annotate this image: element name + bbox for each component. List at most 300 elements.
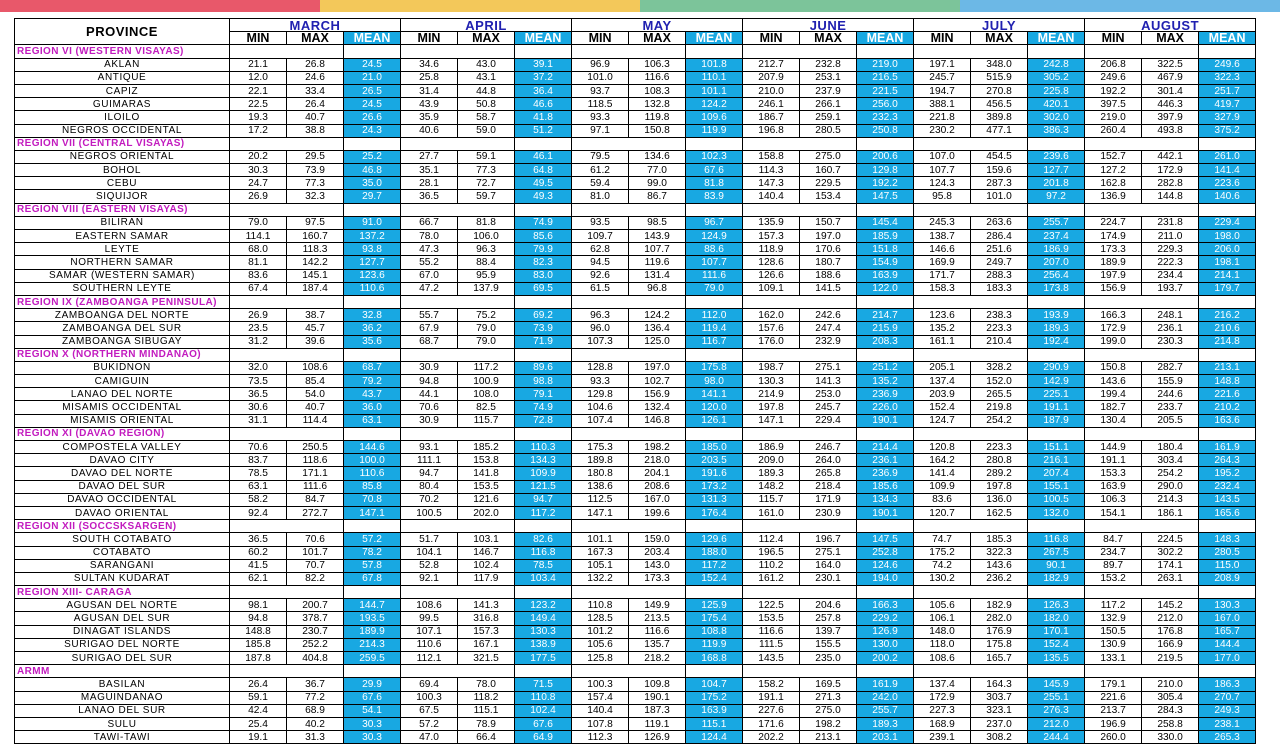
mean-value-cell: 67.6	[515, 717, 572, 730]
mean-value-cell: 208.3	[857, 335, 914, 348]
min-value-cell: 30.9	[401, 414, 458, 427]
min-value-cell: 81.1	[230, 256, 287, 269]
mean-value-cell: 267.5	[1028, 546, 1085, 559]
min-value-cell: 93.3	[572, 375, 629, 388]
mean-value-cell: 236.9	[857, 388, 914, 401]
august-mean-header: MEAN	[1199, 32, 1256, 45]
region-blank-cell	[230, 137, 287, 150]
province-name: EASTERN SAMAR	[15, 230, 230, 243]
max-value-cell: 108.0	[458, 388, 515, 401]
max-value-cell: 77.2	[287, 691, 344, 704]
region-blank-cell	[743, 137, 800, 150]
min-value-cell: 20.2	[230, 150, 287, 163]
mean-value-cell: 190.1	[857, 414, 914, 427]
mean-value-cell: 198.1	[1199, 256, 1256, 269]
mean-value-cell: 135.5	[1028, 652, 1085, 665]
region-header-row	[15, 348, 1256, 361]
min-value-cell: 141.4	[914, 467, 971, 480]
region-blank-cell	[287, 586, 344, 599]
min-value-cell: 196.9	[1085, 717, 1142, 730]
min-value-cell: 174.9	[1085, 230, 1142, 243]
region-blank-cell	[629, 520, 686, 533]
region-blank-cell	[800, 295, 857, 308]
min-value-cell: 36.5	[230, 533, 287, 546]
mean-value-cell: 69.5	[515, 282, 572, 295]
min-value-cell: 105.6	[572, 638, 629, 651]
max-value-cell: 246.7	[800, 441, 857, 454]
min-value-cell: 109.9	[914, 480, 971, 493]
region-blank-cell	[1142, 348, 1199, 361]
region-blank-cell	[743, 45, 800, 58]
mean-value-cell: 242.0	[857, 691, 914, 704]
mean-value-cell: 98.8	[515, 375, 572, 388]
min-value-cell: 164.2	[914, 454, 971, 467]
month-header-june: JUNE	[743, 19, 914, 32]
mean-value-cell: 216.5	[857, 71, 914, 84]
region-header-row	[15, 137, 1256, 150]
max-value-cell: 59.1	[458, 150, 515, 163]
mean-value-cell: 170.1	[1028, 625, 1085, 638]
mean-value-cell: 236.9	[857, 467, 914, 480]
mean-value-cell: 173.2	[686, 480, 743, 493]
max-value-cell: 24.6	[287, 71, 344, 84]
min-value-cell: 107.4	[572, 414, 629, 427]
min-value-cell: 179.1	[1085, 678, 1142, 691]
province-name: CAPIZ	[15, 84, 230, 97]
region-blank-cell	[1199, 137, 1256, 150]
min-value-cell: 70.2	[401, 493, 458, 506]
min-value-cell: 128.6	[743, 256, 800, 269]
province-name: BUKIDNON	[15, 361, 230, 374]
region-header-row	[15, 665, 1256, 678]
min-value-cell: 74.7	[914, 533, 971, 546]
mean-value-cell: 207.0	[1028, 256, 1085, 269]
max-value-cell: 125.0	[629, 335, 686, 348]
region-blank-cell	[686, 348, 743, 361]
mean-value-cell: 122.0	[857, 282, 914, 295]
min-value-cell: 101.2	[572, 625, 629, 638]
province-name: SURIGAO DEL NORTE	[15, 638, 230, 651]
min-value-cell: 161.0	[743, 506, 800, 519]
province-name: CAMIGUIN	[15, 375, 230, 388]
max-value-cell: 75.2	[458, 309, 515, 322]
table-row	[15, 190, 1256, 203]
max-value-cell: 144.8	[1142, 190, 1199, 203]
mean-value-cell: 85.6	[515, 230, 572, 243]
max-value-cell: 77.3	[287, 177, 344, 190]
table-row	[15, 98, 1256, 111]
max-value-cell: 231.8	[1142, 216, 1199, 229]
min-value-cell: 30.9	[401, 361, 458, 374]
table-row	[15, 71, 1256, 84]
max-value-cell: 323.1	[971, 704, 1028, 717]
max-value-cell: 224.5	[1142, 533, 1199, 546]
min-value-cell: 62.8	[572, 243, 629, 256]
mean-value-cell: 46.6	[515, 98, 572, 111]
max-value-cell: 238.3	[971, 309, 1028, 322]
region-blank-cell	[287, 520, 344, 533]
max-value-cell: 115.1	[458, 704, 515, 717]
min-value-cell: 162.0	[743, 309, 800, 322]
table-row	[15, 150, 1256, 163]
min-value-cell: 135.9	[743, 216, 800, 229]
region-header-row	[15, 427, 1256, 440]
max-value-cell: 54.0	[287, 388, 344, 401]
max-value-cell: 185.2	[458, 441, 515, 454]
region-header-row	[15, 45, 1256, 58]
province-name: DAVAO OCCIDENTAL	[15, 493, 230, 506]
min-value-cell: 93.5	[572, 216, 629, 229]
region-blank-cell	[1199, 295, 1256, 308]
mean-value-cell: 124.4	[686, 731, 743, 744]
min-value-cell: 36.5	[230, 388, 287, 401]
mean-value-cell: 147.5	[857, 533, 914, 546]
may-min-header: MIN	[572, 32, 629, 45]
max-value-cell: 213.1	[800, 731, 857, 744]
max-value-cell: 141.8	[458, 467, 515, 480]
min-value-cell: 132.2	[572, 572, 629, 585]
max-value-cell: 321.5	[458, 652, 515, 665]
min-value-cell: 260.4	[1085, 124, 1142, 137]
region-blank-cell	[686, 137, 743, 150]
max-value-cell: 287.3	[971, 177, 1028, 190]
top-stripe-blue	[960, 0, 1280, 12]
mean-value-cell: 265.3	[1199, 731, 1256, 744]
mean-value-cell: 119.9	[686, 124, 743, 137]
max-value-cell: 316.8	[458, 612, 515, 625]
max-value-cell: 197.0	[629, 361, 686, 374]
region-blank-cell	[401, 427, 458, 440]
mean-value-cell: 264.3	[1199, 454, 1256, 467]
mean-value-cell: 98.0	[686, 375, 743, 388]
mean-value-cell: 176.4	[686, 506, 743, 519]
min-value-cell: 83.6	[914, 493, 971, 506]
mean-value-cell: 145.9	[1028, 678, 1085, 691]
region-blank-cell	[230, 586, 287, 599]
mean-value-cell: 386.3	[1028, 124, 1085, 137]
region-blank-cell	[287, 45, 344, 58]
province-name: LANAO DEL NORTE	[15, 388, 230, 401]
region-blank-cell	[230, 295, 287, 308]
mean-value-cell: 109.9	[515, 467, 572, 480]
min-value-cell: 31.2	[230, 335, 287, 348]
min-value-cell: 132.9	[1085, 612, 1142, 625]
max-value-cell: 165.7	[971, 652, 1028, 665]
march-min-header: MIN	[230, 32, 287, 45]
province-name: LEYTE	[15, 243, 230, 256]
min-value-cell: 94.5	[572, 256, 629, 269]
max-value-cell: 249.7	[971, 256, 1028, 269]
min-value-cell: 66.7	[401, 216, 458, 229]
july-min-header: MIN	[914, 32, 971, 45]
min-value-cell: 148.8	[230, 625, 287, 638]
mean-value-cell: 255.1	[1028, 691, 1085, 704]
min-value-cell: 47.2	[401, 282, 458, 295]
max-value-cell: 162.5	[971, 506, 1028, 519]
table-row	[15, 559, 1256, 572]
region-blank-cell	[458, 520, 515, 533]
max-value-cell: 146.8	[629, 414, 686, 427]
max-value-cell: 153.8	[458, 454, 515, 467]
mean-value-cell: 124.9	[686, 230, 743, 243]
mean-value-cell: 165.6	[1199, 506, 1256, 519]
min-value-cell: 59.4	[572, 177, 629, 190]
max-value-cell: 210.0	[1142, 678, 1199, 691]
max-value-cell: 230.3	[1142, 335, 1199, 348]
min-value-cell: 202.2	[743, 731, 800, 744]
min-value-cell: 78.0	[401, 230, 458, 243]
region-blank-cell	[344, 137, 401, 150]
min-value-cell: 100.3	[401, 691, 458, 704]
mean-value-cell: 244.4	[1028, 731, 1085, 744]
min-value-cell: 153.5	[743, 612, 800, 625]
min-value-cell: 92.1	[401, 572, 458, 585]
region-blank-cell	[230, 203, 287, 216]
max-value-cell: 199.6	[629, 506, 686, 519]
min-value-cell: 104.1	[401, 546, 458, 559]
region-label: REGION VIII (EASTERN VISAYAS)	[15, 203, 230, 216]
min-value-cell: 107.0	[914, 150, 971, 163]
min-value-cell: 157.6	[743, 322, 800, 335]
max-value-cell: 132.8	[629, 98, 686, 111]
table-row	[15, 572, 1256, 585]
max-value-cell: 29.5	[287, 150, 344, 163]
province-name: DAVAO DEL SUR	[15, 480, 230, 493]
region-label: REGION VI (WESTERN VISAYAS)	[15, 45, 230, 58]
region-blank-cell	[1028, 45, 1085, 58]
region-blank-cell	[914, 203, 971, 216]
region-blank-cell	[857, 348, 914, 361]
region-blank-cell	[857, 203, 914, 216]
max-value-cell: 73.9	[287, 164, 344, 177]
min-value-cell: 157.4	[572, 691, 629, 704]
province-name: BOHOL	[15, 164, 230, 177]
region-blank-cell	[629, 203, 686, 216]
min-value-cell: 118.5	[572, 98, 629, 111]
min-value-cell: 203.9	[914, 388, 971, 401]
table-row	[15, 124, 1256, 137]
min-value-cell: 112.1	[401, 652, 458, 665]
max-value-cell: 135.7	[629, 638, 686, 651]
table-row	[15, 177, 1256, 190]
mean-value-cell: 124.2	[686, 98, 743, 111]
mean-value-cell: 78.5	[515, 559, 572, 572]
max-value-cell: 70.7	[287, 559, 344, 572]
mean-value-cell: 51.2	[515, 124, 572, 137]
table-row	[15, 704, 1256, 717]
region-blank-cell	[686, 45, 743, 58]
mean-value-cell: 322.3	[1199, 71, 1256, 84]
max-value-cell: 145.2	[1142, 599, 1199, 612]
min-value-cell: 83.6	[230, 269, 287, 282]
mean-value-cell: 115.0	[1199, 559, 1256, 572]
min-value-cell: 146.6	[914, 243, 971, 256]
max-value-cell: 119.6	[629, 256, 686, 269]
mean-value-cell: 123.6	[344, 269, 401, 282]
min-value-cell: 249.6	[1085, 71, 1142, 84]
min-value-cell: 130.9	[1085, 638, 1142, 651]
max-value-cell: 171.9	[800, 493, 857, 506]
min-value-cell: 34.6	[401, 58, 458, 71]
region-blank-cell	[857, 520, 914, 533]
min-value-cell: 123.6	[914, 309, 971, 322]
min-value-cell: 108.6	[401, 599, 458, 612]
mean-value-cell: 219.0	[857, 58, 914, 71]
mean-value-cell: 100.5	[1028, 493, 1085, 506]
province-name: COMPOSTELA VALLEY	[15, 441, 230, 454]
max-value-cell: 160.7	[287, 230, 344, 243]
max-value-cell: 210.4	[971, 335, 1028, 348]
max-value-cell: 141.5	[800, 282, 857, 295]
table-row	[15, 441, 1256, 454]
min-value-cell: 169.9	[914, 256, 971, 269]
max-value-cell: 150.7	[800, 216, 857, 229]
region-blank-cell	[1085, 348, 1142, 361]
min-value-cell: 130.2	[914, 572, 971, 585]
min-value-cell: 23.5	[230, 322, 287, 335]
june-min-header: MIN	[743, 32, 800, 45]
region-blank-cell	[800, 137, 857, 150]
mean-value-cell: 208.9	[1199, 572, 1256, 585]
max-value-cell: 119.1	[629, 717, 686, 730]
province-name: SAMAR (WESTERN SAMAR)	[15, 269, 230, 282]
min-value-cell: 191.1	[743, 691, 800, 704]
region-blank-cell	[629, 427, 686, 440]
region-blank-cell	[686, 203, 743, 216]
region-blank-cell	[287, 665, 344, 678]
mean-value-cell: 69.2	[515, 309, 572, 322]
max-value-cell: 187.4	[287, 282, 344, 295]
mean-value-cell: 225.8	[1028, 84, 1085, 97]
mean-value-cell: 85.8	[344, 480, 401, 493]
region-blank-cell	[458, 586, 515, 599]
region-blank-cell	[1199, 348, 1256, 361]
max-value-cell: 156.9	[629, 388, 686, 401]
mean-value-cell: 82.3	[515, 256, 572, 269]
table-row	[15, 599, 1256, 612]
month-header-may: MAY	[572, 19, 743, 32]
mean-value-cell: 144.4	[1199, 638, 1256, 651]
mean-value-cell: 189.3	[857, 717, 914, 730]
max-value-cell: 218.0	[629, 454, 686, 467]
max-value-cell: 45.7	[287, 322, 344, 335]
region-blank-cell	[971, 203, 1028, 216]
max-value-cell: 186.1	[1142, 506, 1199, 519]
mean-value-cell: 229.2	[857, 612, 914, 625]
region-blank-cell	[1199, 665, 1256, 678]
mean-value-cell: 192.4	[1028, 335, 1085, 348]
mean-value-cell: 94.7	[515, 493, 572, 506]
mean-value-cell: 175.4	[686, 612, 743, 625]
mean-value-cell: 167.0	[1199, 612, 1256, 625]
mean-value-cell: 104.7	[686, 678, 743, 691]
max-value-cell: 124.2	[629, 309, 686, 322]
mean-value-cell: 70.8	[344, 493, 401, 506]
max-value-cell: 322.3	[971, 546, 1028, 559]
min-value-cell: 47.0	[401, 731, 458, 744]
max-value-cell: 182.9	[971, 599, 1028, 612]
max-value-cell: 175.8	[971, 638, 1028, 651]
mean-value-cell: 73.9	[515, 322, 572, 335]
min-value-cell: 93.3	[572, 111, 629, 124]
table-row	[15, 335, 1256, 348]
mean-value-cell: 129.6	[686, 533, 743, 546]
province-name: SARANGANI	[15, 559, 230, 572]
region-blank-cell	[971, 586, 1028, 599]
max-value-cell: 188.6	[800, 269, 857, 282]
max-value-cell: 174.1	[1142, 559, 1199, 572]
mean-value-cell: 216.2	[1199, 309, 1256, 322]
mean-value-cell: 185.0	[686, 441, 743, 454]
min-value-cell: 219.0	[1085, 111, 1142, 124]
max-value-cell: 180.4	[1142, 441, 1199, 454]
max-value-cell: 84.7	[287, 493, 344, 506]
min-value-cell: 35.9	[401, 111, 458, 124]
region-blank-cell	[458, 427, 515, 440]
mean-value-cell: 126.9	[857, 625, 914, 638]
mean-value-cell: 93.8	[344, 243, 401, 256]
max-value-cell: 159.6	[971, 164, 1028, 177]
region-blank-cell	[686, 665, 743, 678]
max-value-cell: 103.1	[458, 533, 515, 546]
region-blank-cell	[515, 203, 572, 216]
mean-value-cell: 116.8	[515, 546, 572, 559]
max-value-cell: 208.6	[629, 480, 686, 493]
min-value-cell: 128.5	[572, 612, 629, 625]
mean-value-cell: 148.8	[1199, 375, 1256, 388]
mean-value-cell: 41.8	[515, 111, 572, 124]
min-value-cell: 147.1	[572, 506, 629, 519]
max-value-cell: 266.1	[800, 98, 857, 111]
min-value-cell: 94.8	[230, 612, 287, 625]
june-max-header: MAX	[800, 32, 857, 45]
mean-value-cell: 71.5	[515, 678, 572, 691]
min-value-cell: 191.1	[1085, 454, 1142, 467]
max-value-cell: 141.3	[800, 375, 857, 388]
min-value-cell: 73.5	[230, 375, 287, 388]
mean-value-cell: 141.4	[1199, 164, 1256, 177]
min-value-cell: 175.3	[572, 441, 629, 454]
max-value-cell: 101.0	[971, 190, 1028, 203]
region-blank-cell	[743, 295, 800, 308]
max-value-cell: 275.0	[800, 150, 857, 163]
region-blank-cell	[401, 203, 458, 216]
min-value-cell: 96.3	[572, 309, 629, 322]
min-value-cell: 104.6	[572, 401, 629, 414]
region-blank-cell	[401, 665, 458, 678]
region-blank-cell	[800, 520, 857, 533]
region-blank-cell	[230, 665, 287, 678]
max-value-cell: 183.3	[971, 282, 1028, 295]
min-value-cell: 59.1	[230, 691, 287, 704]
max-value-cell: 229.5	[800, 177, 857, 190]
min-value-cell: 189.3	[743, 467, 800, 480]
mean-value-cell: 134.3	[515, 454, 572, 467]
region-blank-cell	[1085, 427, 1142, 440]
region-blank-cell	[515, 665, 572, 678]
max-value-cell: 222.3	[1142, 256, 1199, 269]
mean-value-cell: 206.0	[1199, 243, 1256, 256]
region-blank-cell	[1199, 586, 1256, 599]
min-value-cell: 152.7	[1085, 150, 1142, 163]
min-value-cell: 158.2	[743, 678, 800, 691]
min-value-cell: 94.8	[401, 375, 458, 388]
region-blank-cell	[515, 45, 572, 58]
min-value-cell: 68.0	[230, 243, 287, 256]
mean-value-cell: 251.2	[857, 361, 914, 374]
mean-value-cell: 185.9	[857, 230, 914, 243]
min-value-cell: 137.4	[914, 375, 971, 388]
